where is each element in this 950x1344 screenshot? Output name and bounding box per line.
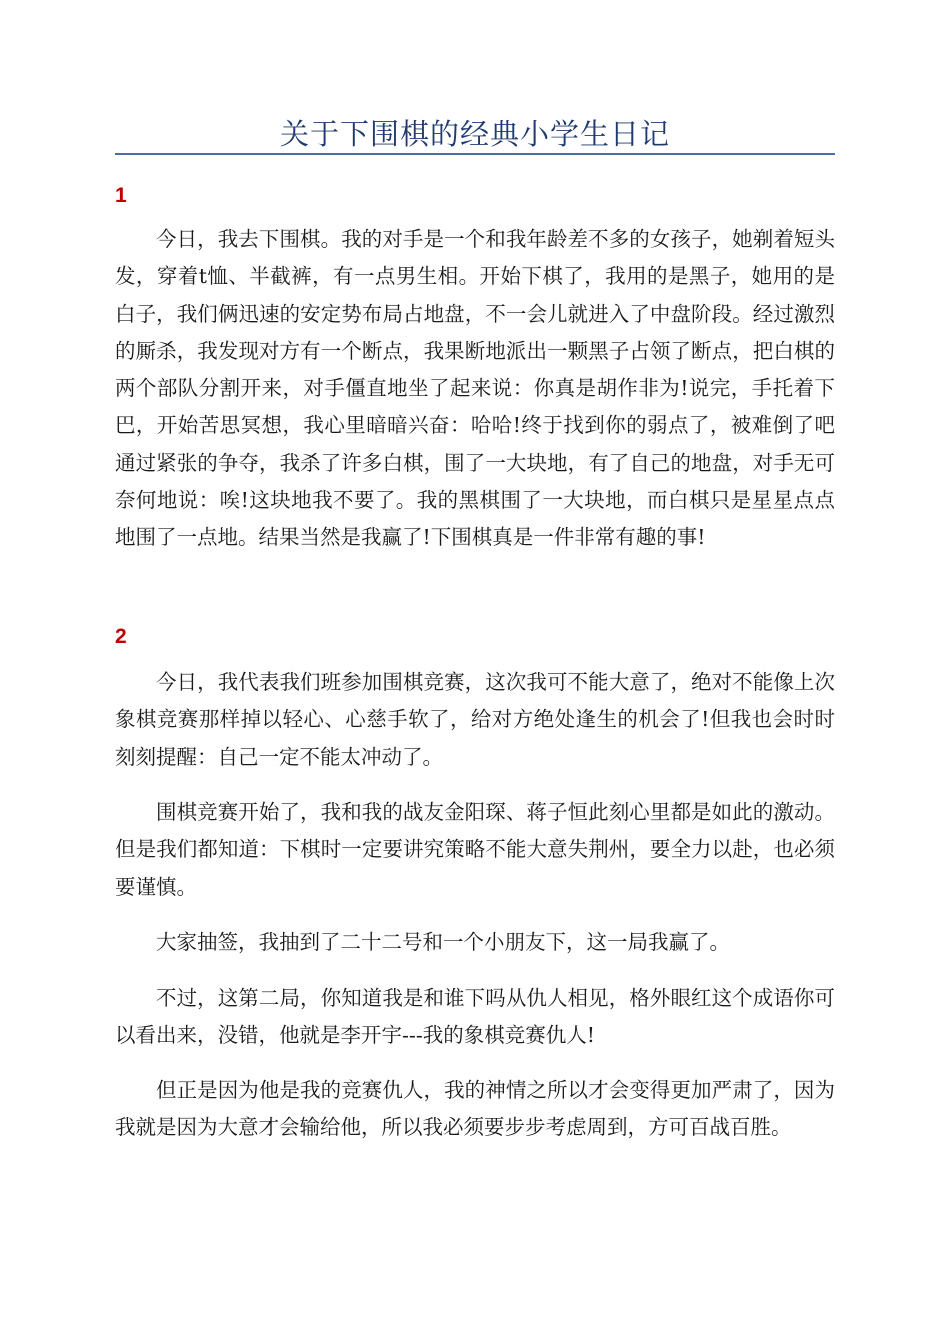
paragraph: 大家抽签，我抽到了二十二号和一个小朋友下，这一局我赢了。 <box>156 930 730 954</box>
section-number: 1 <box>115 184 127 207</box>
paragraph: 围棋竞赛开始了，我和我的战友金阳琛、蒋子恒此刻心里都是如此的激动。但是我们都知道：下棋时一定要讲究策略不能大意失荆州，要全力以赴，也必须要谨慎。 <box>115 800 835 899</box>
paragraph: 不过，这第二局，你知道我是和谁下吗从仇人相见，格外眼红这个成语你可以看出来，没错，他就是李开宇---我的象棋竞赛仇人! <box>115 986 835 1048</box>
paragraph: 今日，我去下围棋。我的对手是一个和我年龄差不多的女孩子，她剃着短头发，穿着t恤、半截裤，有一点男生相。开始下棋了，我用的是黑子，她用的是白子，我们俩迅速的安定势布局占地盘，不一会儿就进入了中盘阶段。经过激烈的厮杀，我发现对方有一个断点，我果断地派出一颗黑子占领了断点，把白棋的两个部队分割开来，对手僵直地坐了起来说：你真是胡作非为!说完，手托着下巴，开始苦思冥想，我心里暗暗兴奋：哈哈!终于找到你的弱点了，被难倒了吧通过紧张的争夺，我杀了许多白棋，围了一大块地，有了自己的地盘，对手无可奈何地说：唉!这块地我不要了。我的黑棋围了一大块地，而白棋只是星星点点地围了一点地。结果当然是我赢了!下围棋真是一件非常有趣的事! <box>115 227 835 550</box>
section-number: 2 <box>115 625 127 648</box>
paragraph: 今日，我代表我们班参加围棋竞赛，这次我可不能大意了，绝对不能像上次象棋竞赛那样掉以轻心、心慈手软了，给对方绝处逢生的机会了!但我也会时时刻刻提醒：自己一定不能太冲动了。 <box>115 670 835 769</box>
document-title: 关于下围棋的经典小学生日记 <box>279 117 670 151</box>
title-underline <box>115 153 835 155</box>
paragraph: 但正是因为他是我的竞赛仇人，我的神情之所以才会变得更加严肃了，因为我就是因为大意才会输给他，所以我必须要步步考虑周到，方可百战百胜。 <box>115 1078 835 1140</box>
